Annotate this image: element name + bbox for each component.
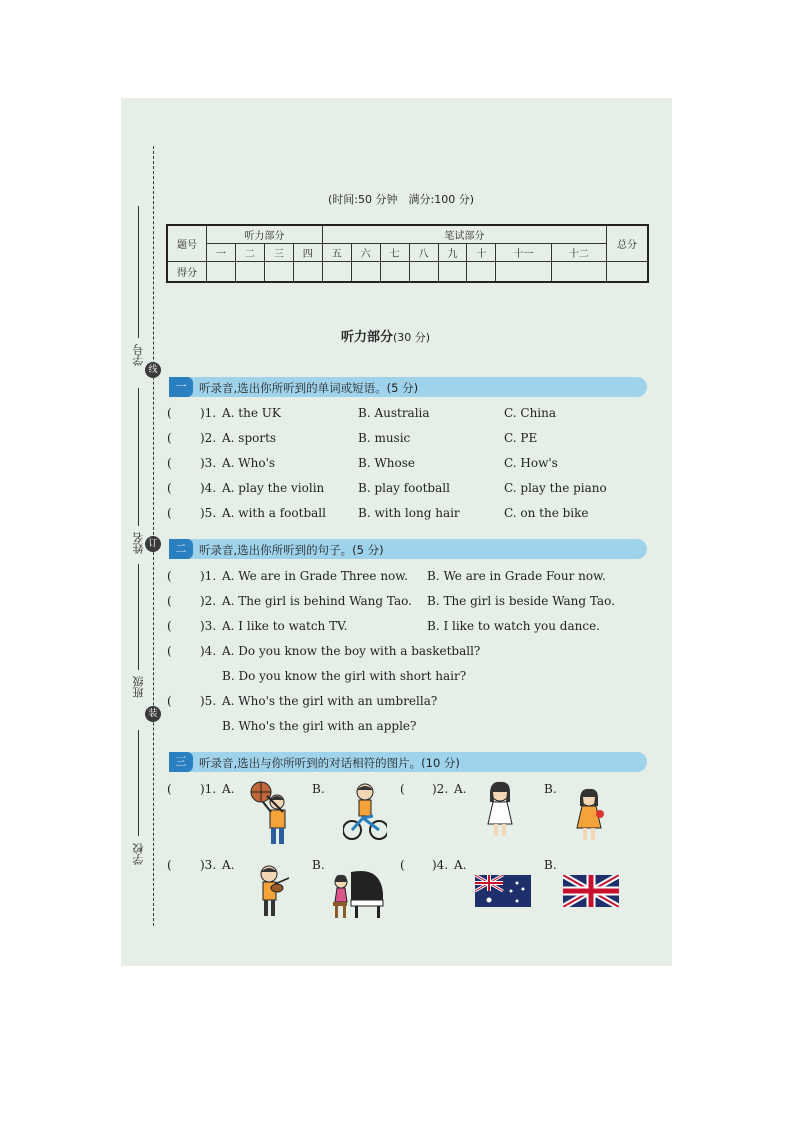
answer-paren[interactable]: ( [167, 506, 172, 520]
p1-q1-b[interactable]: B. Australia [358, 406, 430, 420]
section-main: 听力部分 [341, 330, 394, 345]
part2-number: 二 [169, 539, 193, 559]
score-cell[interactable] [438, 262, 467, 283]
p1-q3-b[interactable]: B. Whose [358, 456, 415, 470]
part3-banner [169, 752, 647, 772]
p2-q3-num: )3. [200, 619, 217, 633]
seal-ding: 订 [145, 536, 161, 552]
score-cell[interactable] [409, 262, 438, 283]
col-7: 七 [380, 244, 409, 262]
part1-number: 一 [169, 377, 193, 397]
col-2: 二 [235, 244, 264, 262]
p3-q2-num: )2. [432, 782, 449, 796]
score-cell[interactable] [551, 262, 606, 283]
name-line [138, 388, 139, 526]
boy-basketball-icon [247, 780, 295, 848]
p2-q3-b[interactable]: B. I like to watch you dance. [427, 619, 600, 633]
score-cell[interactable] [322, 262, 351, 283]
answer-paren[interactable]: ( [167, 782, 172, 796]
australia-flag-icon [475, 875, 531, 907]
answer-paren[interactable]: ( [167, 594, 172, 608]
written-header: 笔试部分 [322, 225, 606, 244]
p2-q1-num: )1. [200, 569, 217, 583]
student-number-line [138, 206, 139, 338]
col-1: 一 [207, 244, 236, 262]
p3-q3-num: )3. [200, 858, 217, 872]
seal-xian: 线 [145, 362, 161, 378]
p1-q1-c[interactable]: C. China [504, 406, 557, 420]
class-line [138, 564, 139, 670]
p3-q3-b[interactable]: B. [312, 858, 325, 872]
p2-q2-a[interactable]: A. The girl is behind Wang Tao. [222, 594, 412, 608]
p1-q5-c[interactable]: C. on the bike [504, 506, 589, 520]
p2-q1-b[interactable]: B. We are in Grade Four now. [427, 569, 606, 583]
p3-q1-num: )1. [200, 782, 217, 796]
part3-title: 听录音,选出与你所听到的对话相符的图片。(10 分) [199, 756, 460, 770]
tihao-cell: 题号 [167, 225, 207, 262]
col-8: 八 [409, 244, 438, 262]
p2-q4-a[interactable]: A. Do you know the boy with a basketball? [222, 644, 481, 658]
p3-q4-num: )4. [432, 858, 449, 872]
answer-paren[interactable]: ( [167, 431, 172, 445]
p1-q3-num: )3. [200, 456, 217, 470]
score-cell[interactable] [293, 262, 322, 283]
p1-q4-a[interactable]: A. play the violin [222, 481, 325, 495]
p1-q5-a[interactable]: A. with a football [222, 506, 326, 520]
p2-q3-a[interactable]: A. I like to watch TV. [222, 619, 348, 633]
p2-q5-a[interactable]: A. Who's the girl with an umbrella? [222, 694, 438, 708]
part2-banner [169, 539, 647, 559]
answer-paren[interactable]: ( [167, 694, 172, 708]
col-10: 十 [467, 244, 496, 262]
p2-q4-num: )4. [200, 644, 217, 658]
p3-q2-a[interactable]: A. [454, 782, 467, 796]
p2-q5-b[interactable]: B. Who's the girl with an apple? [222, 719, 417, 733]
total-score-cell[interactable] [607, 262, 649, 283]
p3-q4-a[interactable]: A. [454, 858, 467, 872]
answer-paren[interactable]: ( [400, 858, 405, 872]
answer-paren[interactable]: ( [167, 456, 172, 470]
student-number-label: 学号 [132, 344, 145, 366]
col-12: 十二 [551, 244, 606, 262]
p2-q2-num: )2. [200, 594, 217, 608]
p1-q4-c[interactable]: C. play the piano [504, 481, 607, 495]
defen-cell: 得分 [167, 262, 207, 283]
score-table [166, 224, 649, 283]
score-cell[interactable] [467, 262, 496, 283]
answer-paren[interactable]: ( [400, 782, 405, 796]
p1-q2-b[interactable]: B. music [358, 431, 411, 445]
p2-q5-num: )5. [200, 694, 217, 708]
p1-q3-a[interactable]: A. Who's [222, 456, 276, 470]
col-9: 九 [438, 244, 467, 262]
part1-banner [169, 377, 647, 397]
exam-page [121, 98, 672, 966]
answer-paren[interactable]: ( [167, 858, 172, 872]
answer-paren[interactable]: ( [167, 481, 172, 495]
p3-q3-a[interactable]: A. [222, 858, 235, 872]
p2-q4-b[interactable]: B. Do you know the girl with short hair? [222, 669, 467, 683]
p3-q1-b[interactable]: B. [312, 782, 325, 796]
exam-info: (时间:50 分钟 满分:100 分) [328, 193, 474, 206]
p1-q3-c[interactable]: C. How's [504, 456, 558, 470]
seal-zhuang: 装 [145, 706, 161, 722]
p1-q4-b[interactable]: B. play football [358, 481, 450, 495]
col-3: 三 [264, 244, 293, 262]
p3-q1-a[interactable]: A. [222, 782, 235, 796]
p1-q2-num: )2. [200, 431, 217, 445]
p1-q1-num: )1. [200, 406, 217, 420]
part3-number: 三 [169, 752, 193, 772]
p1-q4-num: )4. [200, 481, 217, 495]
part2-title: 听录音,选出你所听到的句子。(5 分) [199, 543, 384, 557]
listening-section-title [341, 326, 430, 345]
score-cell[interactable] [207, 262, 236, 283]
girl-umbrella-icon [485, 780, 515, 840]
col-4: 四 [293, 244, 322, 262]
girl-apple-icon [573, 788, 605, 844]
listening-header: 听力部分 [207, 225, 323, 244]
p1-q2-c[interactable]: C. PE [504, 431, 538, 445]
total-header: 总分 [607, 225, 649, 262]
score-cell[interactable] [235, 262, 264, 283]
answer-paren[interactable]: ( [167, 619, 172, 633]
answer-paren[interactable]: ( [167, 644, 172, 658]
p1-q2-a[interactable]: A. sports [222, 431, 277, 445]
score-cell[interactable] [496, 262, 551, 283]
class-label: 班级 [132, 676, 145, 698]
school-line [138, 730, 139, 836]
col-5: 五 [322, 244, 351, 262]
score-cell[interactable] [351, 262, 380, 283]
answer-paren[interactable]: ( [167, 569, 172, 583]
p1-q5-b[interactable]: B. with long hair [358, 506, 460, 520]
uk-flag-icon [563, 875, 619, 907]
score-cell[interactable] [264, 262, 293, 283]
p3-q4-b[interactable]: B. [544, 858, 557, 872]
section-score: (30 分) [393, 331, 431, 344]
score-cell[interactable] [380, 262, 409, 283]
part1-title: 听录音,选出你所听到的单词或短语。(5 分) [199, 381, 419, 395]
girl-piano-icon [331, 864, 387, 920]
p1-q5-num: )5. [200, 506, 217, 520]
p1-q1-a[interactable]: A. the UK [222, 406, 281, 420]
p2-q2-b[interactable]: B. The girl is beside Wang Tao. [427, 594, 615, 608]
p3-q2-b[interactable]: B. [544, 782, 557, 796]
name-label: 姓名 [132, 532, 145, 554]
school-label: 学校 [132, 843, 145, 865]
col-6: 六 [351, 244, 380, 262]
boy-violin-icon [255, 864, 295, 920]
col-11: 十一 [496, 244, 551, 262]
p2-q1-a[interactable]: A. We are in Grade Three now. [222, 569, 408, 583]
boy-bike-icon [343, 782, 387, 844]
answer-paren[interactable]: ( [167, 406, 172, 420]
